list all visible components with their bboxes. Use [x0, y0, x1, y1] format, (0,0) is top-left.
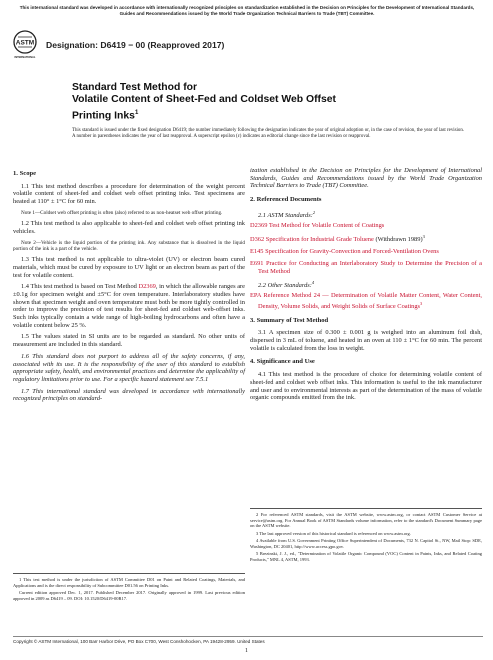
footnote-edition: Current edition approved Dec. 1, 2017. Published December 2017. Originally approved in 1999. Last previous edition approved in 2009 as D6419 – 09. DOI: 10.1520/D6419-00R17.: [13, 590, 245, 601]
title-line-3: Printing Inks$^1$: [72, 109, 139, 122]
paragraph-1-2: 1.2 This test method is also applicable to sheet-fed and coldset web offset printing ink vehicles.: [13, 220, 245, 235]
astm-standards-label: 2.1 ASTM Standards:$^2$: [258, 209, 316, 219]
right-column: [250, 167, 482, 406]
ref-item: D362 Specification for Industrial Grade Toluene (Withdrawn 1989)$^3$: [250, 234, 425, 244]
section-4-heading: 4. Significance and Use: [250, 358, 315, 366]
paragraph-1-4: 1.4 This test method is based on Test Method D2369, in which the allowable ranges are ±0.1g for specimen weight and ±5°C for oven temperature. Interlaboratory studies have shown that specimen weight and oven temperature must both be more tightly controlled in order to improve the precision of test results for sheet-fed and coldset web-offset inks. Such inks typically contain a wide range of high-boiling hydrocarbons and often have a volatile content below 25 %.: [13, 283, 245, 329]
paragraph-1-7-continued: ization established in the Decision on Principles for the Development of International Standards, Guides and Recommendations issued by the World Trade Organization Technical Barriers to Trade (TBT) Committee.: [250, 167, 482, 190]
page-number: 1: [245, 648, 248, 654]
title-line-1: Standard Test Method for: [72, 82, 198, 93]
ref-code-e691[interactable]: E691: [250, 259, 264, 267]
section-1-heading: 1. Scope: [13, 170, 37, 177]
title-line-2: Volatile Content of Sheet-Fed and Coldset Web Offset: [72, 94, 337, 106]
copyright-line: Copyright © ASTM International, 100 Barr Harbor Drive, PO Box C700, West Conshohocken, PA 19428-2959. United States: [13, 636, 483, 644]
other-standards-label: 2.2 Other Standards:$^4$: [258, 280, 315, 290]
left-column: [13, 167, 245, 407]
epa-reference[interactable]: EPA Reference Method 24 — Determination of Volatile Matter Content, Water Content, Density, Volume Solids, and Weight Solids of Surface Coatings$^3$: [250, 292, 482, 310]
astm-logo-icon: [12, 30, 38, 60]
footnote-2: 2 For referenced ASTM standards, visit the ASTM website, www.astm.org, or contact ASTM Customer Service at service@astm.org. For Annual Book of ASTM Standards volume information, refer to the standard's Document Summary page on the ASTM website.: [250, 512, 482, 528]
ref-link-d2369[interactable]: D2369: [138, 283, 156, 291]
paragraph-1-6: 1.6 This standard does not purport to address all of the safety concerns, if any, associated with its use. It is the responsibility of the user of this standard to establish appropriate safety, health, and environmental practices and determine the applicability of regulatory limitations prior to use. For a specific hazard statement see 7.5.1: [13, 352, 245, 383]
issuance-statement: This standard is issued under the fixed designation D6419; the number immediately following the designation indicates the year of original adoption or, in the case of revision, the year of last revision. A number in parentheses indicates the year of last reapproval. A superscript epsilon (ε) indicates an editorial change since the last revision or reapproval.: [72, 128, 464, 140]
footnotes-left: [13, 573, 245, 603]
title-footnote-mark: 1: [134, 109, 139, 116]
paragraph-1-5: 1.5 The values stated in SI units are to be regarded as standard. No other units of measurement are included in this standard.: [13, 333, 245, 349]
section-3-heading: 3. Summary of Test Method: [250, 316, 329, 324]
paragraph-1-3: 1.3 This test method is not applicable to ultra-violet (UV) or electron beam cured materials, which must be cured by exposure to UV light or an electron beam as part of the test for volatile content.: [13, 256, 245, 279]
paragraph-4-1: 4.1 This test method is the procedure of choice for determining volatile content of sheet-fed and coldset web offset inks. This information is useful to the ink manufacturer and user and to environmental interests as part of the determination of the mass of volatile organic compounds emitted from the ink.: [250, 371, 482, 402]
section-2-heading: 2. Referenced Documents: [250, 196, 322, 204]
note-2: Note 2—Vehicle is the liquid portion of the printing ink. Any substance that is dissolved in the liquid portion of the ink is a part of the vehicle.: [13, 239, 245, 252]
ref-code-d362[interactable]: D362: [250, 236, 265, 244]
page-title: [72, 82, 442, 123]
paragraph-1-1: 1.1 This test method describes a procedure for determination of the weight percent volatile content of sheet-fed and coldset web offset printing inks. Test specimens are heated at 110° ± 1°C for 60 min.: [13, 182, 245, 206]
tbt-notice: This international standard was developed in accordance with internationally recognized principles on standardization established in the Decision on Principles for the Development of International Standards, Guides and Recommendations issued by the World Trade Organization Technical Barriers to Trade (TBT) Committee.: [19, 5, 475, 16]
footnote-5: 5 Brezinski, J. J., ed., "Determination of Volatile Organic Compound (VOC) Content in Paints, Inks, and Related Coating Products," MNL 4, ASTM, 1993.: [250, 551, 482, 562]
note-1: Note 1—Coldset web offset printing is often (also) referred to as non-heatset web offset printing.: [21, 209, 223, 216]
ref-item: E691 Practice for Conducting an Interlaboratory Study to Determine the Precision of a Test Method: [250, 259, 482, 275]
ref-code-d2369[interactable]: D2369: [250, 221, 268, 229]
footnote-1: 1 This test method is under the jurisdiction of ASTM Committee D01 on Paint and Related Coatings, Materials, and Applications and is the direct responsibility of Subcommittee D01.56 on Printing Inks.: [13, 577, 245, 588]
ref-code-e145[interactable]: E145: [250, 248, 264, 256]
logo-caption: INTERNATIONAL: [14, 56, 36, 59]
svg-text:ASTM: ASTM: [15, 39, 35, 47]
paragraph-1-7: 1.7 This international standard was developed in accordance with internationally recognized principles on standard-: [13, 387, 245, 403]
footnote-3: 3 The last approved version of this historical standard is referenced on www.astm.org.: [256, 530, 411, 536]
footnote-4: 4 Available from U.S. Government Printing Office Superintendent of Documents, 732 N. Capitol St., NW, Mail Stop: SDE, Washington, DC 20401, http://www.access.gpo.gov.: [250, 538, 482, 549]
paragraph-3-1: 3.1 A specimen size of 0.300 ± 0.001 g is weighed into an aluminum foil dish, dispersed in 3 mL of toluene, and heated in an oven at 110 ± 1°C for 60 min. The percent volatile is calculated from the loss in weight.: [250, 329, 482, 352]
designation: Designation: D6419 − 00 (Reapproved 2017): [46, 40, 225, 50]
ref-item: E145 Specification for Gravity-Convection and Forced-Ventilation Ovens: [250, 248, 439, 256]
footnotes-right: [250, 508, 482, 564]
ref-item: D2369 Test Method for Volatile Content of Coatings: [250, 221, 385, 229]
